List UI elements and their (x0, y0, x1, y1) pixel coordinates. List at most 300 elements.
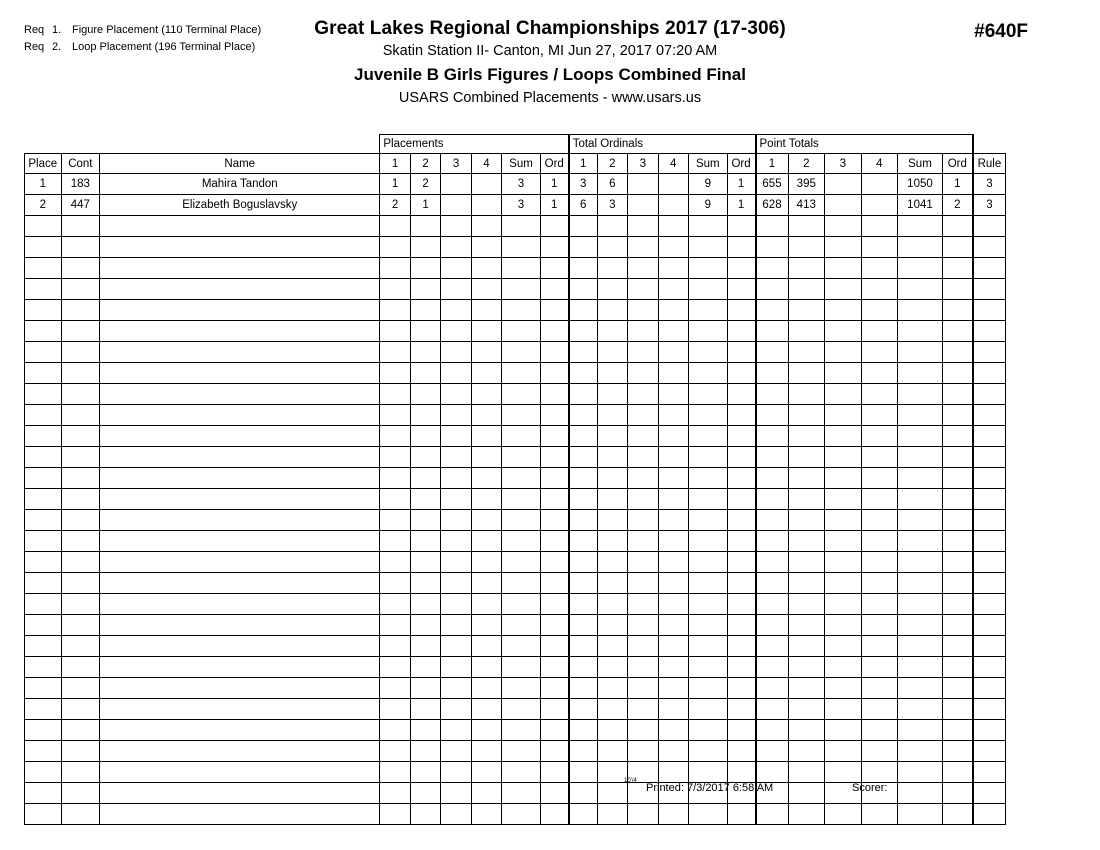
cell-empty (825, 531, 862, 552)
cell-empty (861, 405, 898, 426)
cell-empty (788, 573, 825, 594)
cell-empty (628, 741, 658, 762)
cell-empty (540, 594, 568, 615)
cell-empty (973, 384, 1006, 405)
cell-empty (597, 363, 627, 384)
cell-empty (658, 510, 688, 531)
cell-empty (861, 636, 898, 657)
cell-empty (973, 489, 1006, 510)
cell-empty (942, 615, 972, 636)
cell-empty (61, 405, 100, 426)
cell-empty (25, 615, 62, 636)
cell-empty (788, 699, 825, 720)
cell-empty (502, 447, 541, 468)
cell-empty (898, 300, 943, 321)
cell-empty (727, 678, 755, 699)
cell-empty (100, 594, 380, 615)
cell-empty (898, 237, 943, 258)
cell-points-sum: 1050 (898, 174, 943, 195)
cell-empty (410, 720, 440, 741)
table-row-empty (25, 489, 1006, 510)
col-ordinals-4: 4 (658, 154, 688, 174)
cell-empty (942, 699, 972, 720)
column-header-row (25, 154, 1006, 174)
cell-empty (658, 468, 688, 489)
cell-empty (861, 678, 898, 699)
cell-name: Mahira Tandon (100, 174, 380, 195)
cell-empty (597, 216, 627, 237)
requirement-row (24, 22, 261, 39)
cell-empty (380, 510, 410, 531)
cell-empty (61, 594, 100, 615)
cell-empty (502, 258, 541, 279)
cell-empty (597, 384, 627, 405)
cell-empty (441, 258, 471, 279)
cell-empty (942, 426, 972, 447)
cell-empty (502, 804, 541, 825)
cell-empty (540, 279, 568, 300)
cell-empty (540, 720, 568, 741)
cell-empty (861, 657, 898, 678)
cell-empty (727, 720, 755, 741)
cell-empty (25, 720, 62, 741)
cell-empty (628, 594, 658, 615)
cell-empty (825, 636, 862, 657)
col-placement-1: 1 (380, 154, 410, 174)
cell-empty (788, 531, 825, 552)
cell-empty (410, 300, 440, 321)
cell-empty (471, 426, 501, 447)
cell-empty (727, 657, 755, 678)
cell-empty (861, 594, 898, 615)
cell-empty (898, 426, 943, 447)
table-row-empty (25, 384, 1006, 405)
cell-empty (410, 426, 440, 447)
cell-empty (100, 384, 380, 405)
cell-empty (788, 720, 825, 741)
cell-empty (756, 741, 788, 762)
cell-empty (788, 258, 825, 279)
cell-empty (727, 615, 755, 636)
cell-empty (973, 279, 1006, 300)
cell-empty (628, 636, 658, 657)
cell-empty (380, 636, 410, 657)
cell-empty (410, 258, 440, 279)
cell-empty (628, 300, 658, 321)
cell-empty (942, 300, 972, 321)
cell-empty (973, 720, 1006, 741)
cell-empty (788, 363, 825, 384)
cell-empty (569, 300, 597, 321)
cell-empty (597, 300, 627, 321)
cell-empty (942, 237, 972, 258)
cell-empty (973, 678, 1006, 699)
cell-place: 2 (25, 195, 62, 216)
cell-empty (688, 615, 727, 636)
cell-empty (756, 489, 788, 510)
cell-empty (61, 552, 100, 573)
cell-empty (658, 636, 688, 657)
cell-empty (973, 405, 1006, 426)
cell-empty (756, 636, 788, 657)
col-cont: Cont (61, 154, 100, 174)
cell-empty (569, 657, 597, 678)
cell-empty (658, 363, 688, 384)
cell-empty (756, 216, 788, 237)
cell-empty (756, 300, 788, 321)
cell-empty (756, 699, 788, 720)
cell-empty (658, 678, 688, 699)
cell-empty (25, 573, 62, 594)
cell-empty (628, 552, 658, 573)
group-total-ordinals: Total Ordinals (569, 135, 756, 154)
cell-empty (502, 573, 541, 594)
cell-empty (25, 363, 62, 384)
cell-empty (441, 741, 471, 762)
cell-empty (628, 237, 658, 258)
cell-empty (25, 636, 62, 657)
cell-empty (441, 510, 471, 531)
cell-empty (410, 216, 440, 237)
cell-empty (788, 510, 825, 531)
cell-empty (942, 657, 972, 678)
cell-empty (688, 636, 727, 657)
cell-empty (597, 573, 627, 594)
cell-empty (380, 552, 410, 573)
cell-empty (756, 573, 788, 594)
cell-empty (898, 573, 943, 594)
cell-empty (502, 342, 541, 363)
cell-empty (502, 237, 541, 258)
cell-empty (756, 552, 788, 573)
cell-empty (569, 384, 597, 405)
cell-empty (410, 447, 440, 468)
cell-empty (973, 531, 1006, 552)
cell-empty (727, 741, 755, 762)
cell-empty (756, 594, 788, 615)
cell-empty (380, 657, 410, 678)
cell-place: 1 (25, 174, 62, 195)
cell-empty (658, 594, 688, 615)
cell-empty (540, 510, 568, 531)
cell-empty (441, 237, 471, 258)
cell-empty (441, 384, 471, 405)
table-row-empty (25, 615, 1006, 636)
cell-empty (756, 615, 788, 636)
cell-empty (658, 741, 688, 762)
cell-empty (380, 720, 410, 741)
cell-empty (898, 447, 943, 468)
cell-empty (898, 720, 943, 741)
cell-empty (441, 216, 471, 237)
cell-empty (441, 615, 471, 636)
cell-empty (569, 552, 597, 573)
table-row-empty (25, 279, 1006, 300)
cell-empty (788, 804, 825, 825)
cell-empty (441, 636, 471, 657)
cell-empty (861, 384, 898, 405)
table-row-empty (25, 426, 1006, 447)
cell-empty (471, 573, 501, 594)
cell-ordinals-3 (628, 195, 658, 216)
cell-empty (380, 384, 410, 405)
group-point-totals: Point Totals (756, 135, 973, 154)
cell-empty (569, 342, 597, 363)
cell-empty (861, 279, 898, 300)
cell-empty (61, 510, 100, 531)
cell-empty (861, 321, 898, 342)
cell-empty (688, 426, 727, 447)
cell-empty (25, 300, 62, 321)
cell-empty (410, 552, 440, 573)
cell-empty (861, 615, 898, 636)
cell-empty (441, 447, 471, 468)
cell-empty (788, 741, 825, 762)
cell-empty (61, 426, 100, 447)
cell-empty (756, 384, 788, 405)
cell-empty (727, 510, 755, 531)
cell-empty (100, 741, 380, 762)
cell-empty (597, 804, 627, 825)
cell-empty (727, 594, 755, 615)
cell-empty (540, 615, 568, 636)
cell-empty (688, 720, 727, 741)
cell-empty (942, 468, 972, 489)
cell-empty (825, 258, 862, 279)
cell-empty (100, 804, 380, 825)
requirements-block (24, 22, 261, 56)
cell-empty (25, 216, 62, 237)
requirement-row (24, 39, 261, 56)
cell-empty (825, 237, 862, 258)
cell-empty (61, 300, 100, 321)
col-rule: Rule (973, 154, 1006, 174)
cell-empty (540, 300, 568, 321)
cell-empty (61, 804, 100, 825)
col-ordinals-ord: Ord (727, 154, 755, 174)
table-row-empty (25, 573, 1006, 594)
cell-empty (597, 741, 627, 762)
cell-points-2: 395 (788, 174, 825, 195)
requirement-text: Loop Placement (196 Terminal Place) (72, 41, 256, 53)
cell-empty (898, 510, 943, 531)
cell-points-4 (861, 174, 898, 195)
cell-empty (727, 216, 755, 237)
cell-empty (540, 447, 568, 468)
cell-empty (597, 678, 627, 699)
cell-empty (100, 552, 380, 573)
cell-empty (688, 573, 727, 594)
col-points-2: 2 (788, 154, 825, 174)
cell-cont: 447 (61, 195, 100, 216)
cell-empty (658, 237, 688, 258)
cell-empty (380, 615, 410, 636)
cell-empty (25, 552, 62, 573)
cell-empty (502, 426, 541, 447)
cell-empty (540, 699, 568, 720)
cell-empty (61, 531, 100, 552)
cell-empty (441, 531, 471, 552)
cell-empty (825, 405, 862, 426)
col-ordinals-3: 3 (628, 154, 658, 174)
cell-empty (25, 510, 62, 531)
cell-empty (898, 636, 943, 657)
cell-empty (942, 720, 972, 741)
cell-points-ord: 2 (942, 195, 972, 216)
cell-empty (380, 279, 410, 300)
cell-empty (502, 363, 541, 384)
cell-empty (942, 531, 972, 552)
cell-empty (628, 720, 658, 741)
cell-empty (628, 216, 658, 237)
cell-ordinals-ord: 1 (727, 195, 755, 216)
cell-empty (471, 657, 501, 678)
cell-empty (502, 510, 541, 531)
cell-empty (441, 363, 471, 384)
col-placement-sum: Sum (502, 154, 541, 174)
printed-timestamp: Printed: 7/3/2017 6:58 AM (646, 782, 774, 794)
cell-empty (25, 279, 62, 300)
requirement-number: 2. (52, 41, 62, 53)
cell-empty (25, 678, 62, 699)
cell-empty (540, 405, 568, 426)
cell-empty (756, 447, 788, 468)
cell-empty (628, 804, 658, 825)
cell-empty (727, 552, 755, 573)
cell-empty (100, 237, 380, 258)
cell-empty (380, 699, 410, 720)
cell-empty (898, 657, 943, 678)
cell-empty (61, 468, 100, 489)
cell-points-3 (825, 195, 862, 216)
cell-empty (756, 678, 788, 699)
col-points-sum: Sum (898, 154, 943, 174)
cell-empty (825, 720, 862, 741)
cell-empty (628, 615, 658, 636)
cell-empty (100, 405, 380, 426)
cell-empty (471, 699, 501, 720)
cell-empty (658, 573, 688, 594)
cell-empty (898, 489, 943, 510)
cell-empty (628, 405, 658, 426)
cell-empty (898, 216, 943, 237)
cell-empty (898, 342, 943, 363)
cell-empty (861, 342, 898, 363)
cell-empty (471, 804, 501, 825)
document-code: #640F (974, 21, 1028, 42)
cell-empty (825, 363, 862, 384)
cell-empty (61, 489, 100, 510)
cell-empty (825, 552, 862, 573)
cell-rule: 3 (973, 195, 1006, 216)
cell-empty (569, 741, 597, 762)
cell-empty (727, 279, 755, 300)
cell-empty (471, 636, 501, 657)
cell-empty (61, 363, 100, 384)
cell-empty (471, 363, 501, 384)
cell-empty (727, 489, 755, 510)
cell-empty (380, 468, 410, 489)
col-points-3: 3 (825, 154, 862, 174)
table-row-empty (25, 447, 1006, 468)
cell-empty (942, 321, 972, 342)
cell-ordinals-ord: 1 (727, 174, 755, 195)
cell-empty (788, 636, 825, 657)
cell-empty (540, 426, 568, 447)
col-ordinals-1: 1 (569, 154, 597, 174)
cell-empty (540, 636, 568, 657)
cell-empty (788, 552, 825, 573)
cell-placement-2: 2 (410, 174, 440, 195)
cell-empty (973, 447, 1006, 468)
cell-empty (688, 447, 727, 468)
table-row-empty (25, 468, 1006, 489)
cell-empty (502, 741, 541, 762)
cell-empty (569, 615, 597, 636)
cell-placement-3 (441, 174, 471, 195)
cell-empty (825, 657, 862, 678)
cell-empty (61, 573, 100, 594)
cell-empty (658, 405, 688, 426)
table-row-empty (25, 405, 1006, 426)
cell-name: Elizabeth Boguslavsky (100, 195, 380, 216)
cell-empty (973, 594, 1006, 615)
cell-empty (628, 657, 658, 678)
cell-empty (727, 804, 755, 825)
cell-empty (502, 720, 541, 741)
cell-empty (410, 594, 440, 615)
cell-empty (788, 279, 825, 300)
cell-empty (597, 531, 627, 552)
cell-empty (727, 237, 755, 258)
cell-empty (628, 258, 658, 279)
cell-empty (898, 258, 943, 279)
cell-empty (569, 720, 597, 741)
cell-empty (942, 489, 972, 510)
cell-empty (898, 741, 943, 762)
cell-points-1: 628 (756, 195, 788, 216)
cell-empty (569, 636, 597, 657)
cell-empty (628, 384, 658, 405)
cell-empty (441, 342, 471, 363)
cell-points-4 (861, 195, 898, 216)
cell-empty (61, 321, 100, 342)
table-row-empty (25, 720, 1006, 741)
cell-empty (861, 468, 898, 489)
col-points-ord: Ord (942, 154, 972, 174)
cell-empty (441, 489, 471, 510)
cell-empty (540, 657, 568, 678)
cell-empty (756, 426, 788, 447)
cell-empty (25, 321, 62, 342)
cell-empty (788, 447, 825, 468)
cell-placement-1: 1 (380, 174, 410, 195)
cell-empty (628, 573, 658, 594)
cell-empty (688, 363, 727, 384)
cell-empty (727, 573, 755, 594)
cell-empty (502, 657, 541, 678)
cell-placement-1: 2 (380, 195, 410, 216)
cell-empty (788, 657, 825, 678)
cell-empty (788, 468, 825, 489)
cell-empty (628, 678, 658, 699)
cell-empty (756, 510, 788, 531)
cell-empty (61, 741, 100, 762)
cell-empty (688, 279, 727, 300)
cell-empty (61, 657, 100, 678)
cell-ordinals-2: 3 (597, 195, 627, 216)
cell-empty (597, 594, 627, 615)
